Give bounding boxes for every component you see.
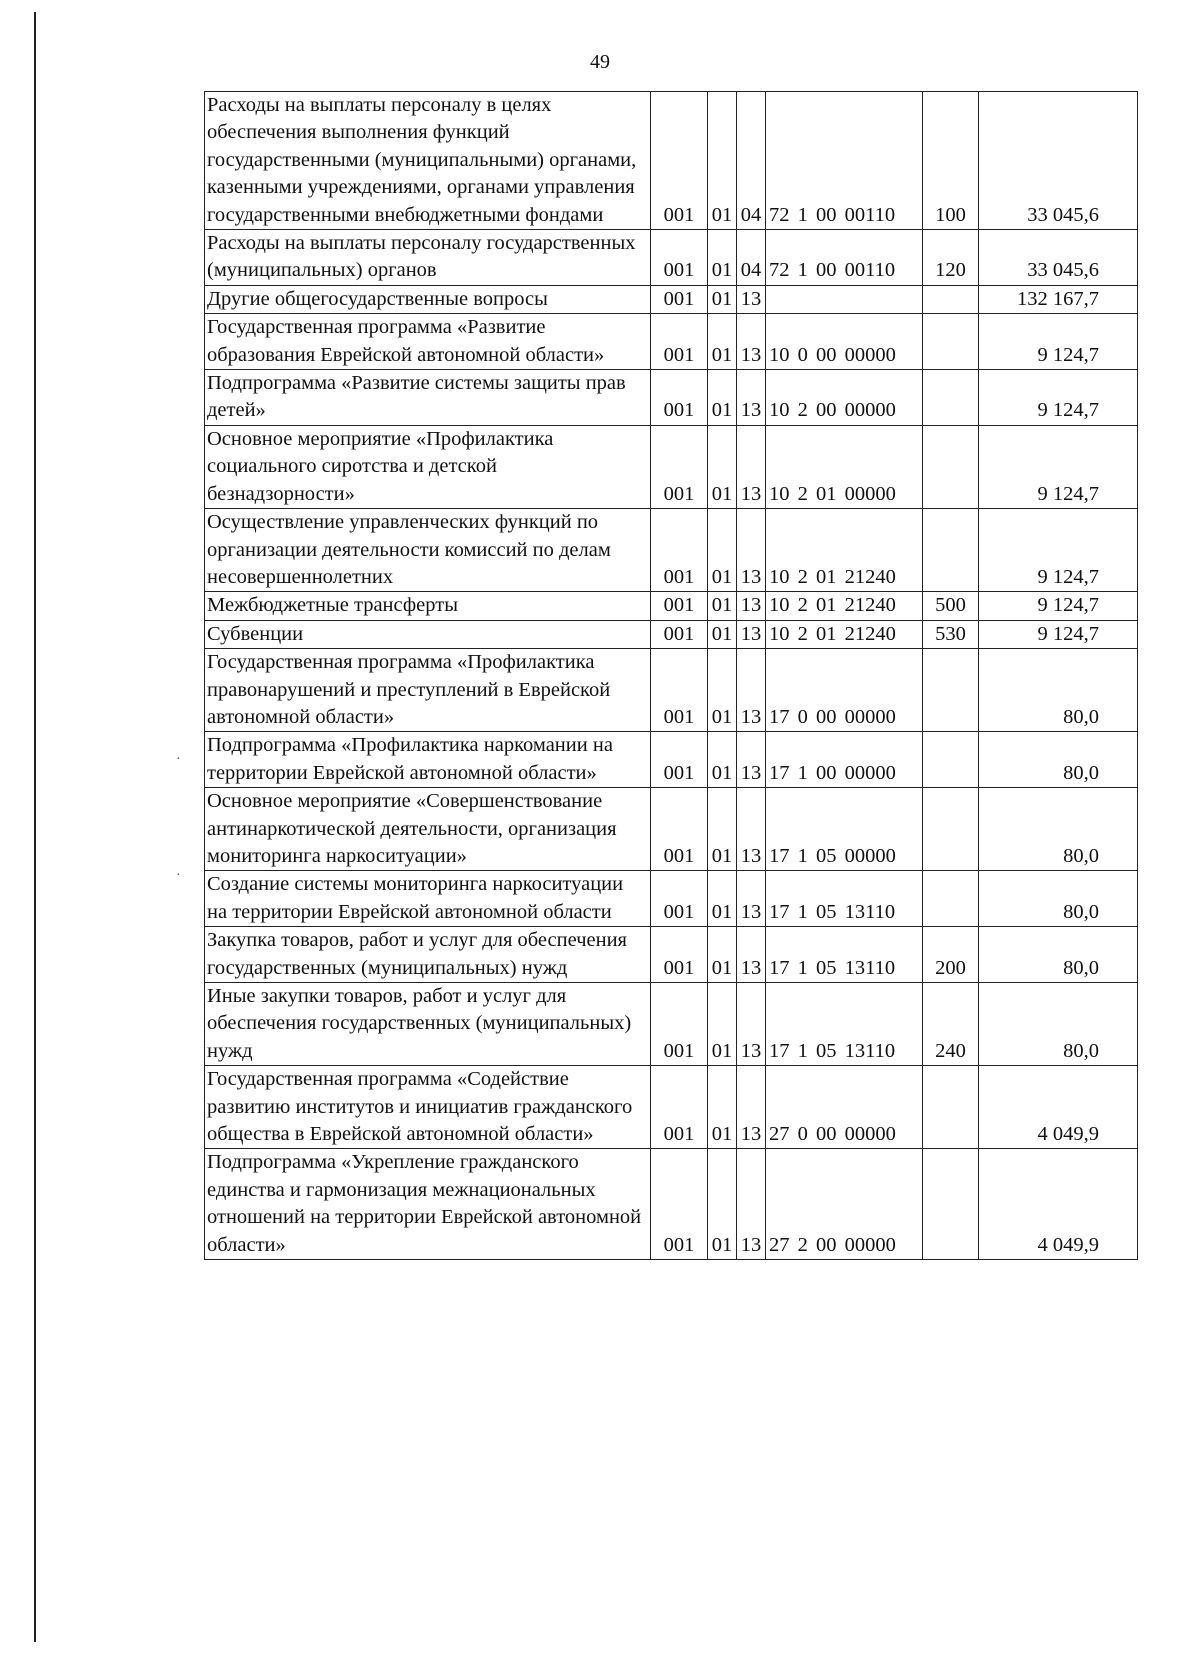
section-code-cell: 01 (708, 230, 737, 286)
section-code-cell: 01 (708, 927, 737, 983)
target-article-cell: 10 2 01 00000 (766, 425, 923, 508)
expense-type-cell (923, 788, 979, 871)
table-row (205, 285, 1138, 313)
stray-dot-mark: · (176, 868, 181, 883)
target-article-cell: 10 2 00 00000 (766, 370, 923, 426)
expense-type-cell (923, 1149, 979, 1260)
target-article-cell: 72 1 00 00110 (766, 230, 923, 286)
section-code-cell: 01 (708, 1066, 737, 1149)
grbs-code-cell: 001 (651, 1149, 708, 1260)
subsection-code-cell: 04 (737, 92, 766, 230)
table-row (205, 732, 1138, 788)
expense-name-cell: Осуществление управленческих функций по организации деятельности комиссий по делам несовершеннолетних (205, 509, 651, 592)
section-code-cell: 01 (708, 425, 737, 508)
target-article-cell: 17 1 05 13110 (766, 871, 923, 927)
section-code-cell: 01 (708, 370, 737, 426)
expense-type-cell: 530 (923, 620, 979, 648)
amount-cell: 80,0 (979, 871, 1138, 927)
stray-dot-mark: · (176, 752, 181, 767)
target-article-cell: 17 1 05 13110 (766, 927, 923, 983)
expense-type-cell: 240 (923, 983, 979, 1066)
expense-type-cell: 100 (923, 92, 979, 230)
section-code-cell: 01 (708, 788, 737, 871)
amount-cell: 80,0 (979, 927, 1138, 983)
section-code-cell: 01 (708, 92, 737, 230)
expense-name-cell: Подпрограмма «Профилактика наркомании на территории Еврейской автономной области» (205, 732, 651, 788)
expense-type-cell (923, 370, 979, 426)
grbs-code-cell: 001 (651, 732, 708, 788)
amount-cell: 80,0 (979, 983, 1138, 1066)
table-row (205, 871, 1138, 927)
amount-cell: 33 045,6 (979, 92, 1138, 230)
expense-type-cell: 500 (923, 592, 979, 620)
subsection-code-cell: 13 (737, 620, 766, 648)
subsection-code-cell: 13 (737, 425, 766, 508)
subsection-code-cell: 04 (737, 230, 766, 286)
budget-table-body (205, 92, 1138, 1260)
grbs-code-cell: 001 (651, 649, 708, 732)
subsection-code-cell: 13 (737, 649, 766, 732)
amount-cell: 9 124,7 (979, 620, 1138, 648)
amount-cell: 9 124,7 (979, 370, 1138, 426)
grbs-code-cell: 001 (651, 230, 708, 286)
subsection-code-cell: 13 (737, 285, 766, 313)
amount-cell: 9 124,7 (979, 509, 1138, 592)
grbs-code-cell: 001 (651, 871, 708, 927)
expense-name-cell: Основное мероприятие «Профилактика социального сиротства и детской безнадзорности» (205, 425, 651, 508)
table-row (205, 649, 1138, 732)
expense-name-cell: Расходы на выплаты персоналу в целях обеспечения выполнения функций государственными (муниципальными) органами, казенными учреждениями, органами управления государственными внебюджетными фондами (205, 92, 651, 230)
section-code-cell: 01 (708, 649, 737, 732)
target-article-cell: 17 0 00 00000 (766, 649, 923, 732)
expense-name-cell: Межбюджетные трансферты (205, 592, 651, 620)
subsection-code-cell: 13 (737, 1066, 766, 1149)
expense-type-cell (923, 509, 979, 592)
grbs-code-cell: 001 (651, 788, 708, 871)
grbs-code-cell: 001 (651, 314, 708, 370)
expense-name-cell: Подпрограмма «Развитие системы защиты прав детей» (205, 370, 651, 426)
target-article-cell: 17 1 05 00000 (766, 788, 923, 871)
subsection-code-cell: 13 (737, 314, 766, 370)
grbs-code-cell: 001 (651, 592, 708, 620)
expense-type-cell (923, 1066, 979, 1149)
subsection-code-cell: 13 (737, 370, 766, 426)
expense-name-cell: Субвенции (205, 620, 651, 648)
target-article-cell (766, 285, 923, 313)
amount-cell: 4 049,9 (979, 1149, 1138, 1260)
section-code-cell: 01 (708, 620, 737, 648)
subsection-code-cell: 13 (737, 788, 766, 871)
expense-type-cell: 200 (923, 927, 979, 983)
expense-name-cell: Государственная программа «Профилактика правонарушений и преступлений в Еврейской автономной области» (205, 649, 651, 732)
table-row (205, 927, 1138, 983)
section-code-cell: 01 (708, 732, 737, 788)
subsection-code-cell: 13 (737, 592, 766, 620)
table-row (205, 370, 1138, 426)
subsection-code-cell: 13 (737, 983, 766, 1066)
target-article-cell: 10 0 00 00000 (766, 314, 923, 370)
target-article-cell: 17 1 00 00000 (766, 732, 923, 788)
grbs-code-cell: 001 (651, 509, 708, 592)
binding-edge-line (34, 12, 36, 1642)
expense-name-cell: Другие общегосударственные вопросы (205, 285, 651, 313)
grbs-code-cell: 001 (651, 983, 708, 1066)
table-row (205, 592, 1138, 620)
section-code-cell: 01 (708, 983, 737, 1066)
target-article-cell: 10 2 01 21240 (766, 620, 923, 648)
table-row (205, 620, 1138, 648)
subsection-code-cell: 13 (737, 871, 766, 927)
amount-cell: 9 124,7 (979, 425, 1138, 508)
grbs-code-cell: 001 (651, 425, 708, 508)
table-row (205, 788, 1138, 871)
expense-type-cell (923, 425, 979, 508)
target-article-cell: 10 2 01 21240 (766, 509, 923, 592)
amount-cell: 9 124,7 (979, 592, 1138, 620)
table-row (205, 314, 1138, 370)
expense-name-cell: Подпрограмма «Укрепление гражданского единства и гармонизация межнациональных отношений на территории Еврейской автономной области» (205, 1149, 651, 1260)
amount-cell: 80,0 (979, 649, 1138, 732)
expense-type-cell: 120 (923, 230, 979, 286)
expense-type-cell (923, 732, 979, 788)
section-code-cell: 01 (708, 871, 737, 927)
expense-name-cell: Расходы на выплаты персоналу государственных (муниципальных) органов (205, 230, 651, 286)
grbs-code-cell: 001 (651, 1066, 708, 1149)
table-row (205, 1066, 1138, 1149)
section-code-cell: 01 (708, 509, 737, 592)
grbs-code-cell: 001 (651, 620, 708, 648)
table-row (205, 1149, 1138, 1260)
expense-type-cell (923, 871, 979, 927)
grbs-code-cell: 001 (651, 285, 708, 313)
section-code-cell: 01 (708, 314, 737, 370)
target-article-cell: 27 0 00 00000 (766, 1066, 923, 1149)
amount-cell: 4 049,9 (979, 1066, 1138, 1149)
grbs-code-cell: 001 (651, 927, 708, 983)
expense-name-cell: Основное мероприятие «Совершенствование антинаркотической деятельности, организация мониторинга наркоситуации» (205, 788, 651, 871)
amount-cell: 80,0 (979, 732, 1138, 788)
target-article-cell: 27 2 00 00000 (766, 1149, 923, 1260)
expense-name-cell: Закупка товаров, работ и услуг для обеспечения государственных (муниципальных) нужд (205, 927, 651, 983)
grbs-code-cell: 001 (651, 92, 708, 230)
table-row (205, 230, 1138, 286)
budget-table (204, 91, 1138, 1260)
amount-cell: 9 124,7 (979, 314, 1138, 370)
subsection-code-cell: 13 (737, 509, 766, 592)
section-code-cell: 01 (708, 285, 737, 313)
amount-cell: 33 045,6 (979, 230, 1138, 286)
subsection-code-cell: 13 (737, 1149, 766, 1260)
expense-name-cell: Государственная программа «Развитие образования Еврейской автономной области» (205, 314, 651, 370)
expense-type-cell (923, 314, 979, 370)
table-row (205, 92, 1138, 230)
expense-name-cell: Государственная программа «Содействие развитию институтов и инициатив гражданского общества в Еврейской автономной области» (205, 1066, 651, 1149)
table-row (205, 983, 1138, 1066)
expense-type-cell (923, 285, 979, 313)
table-row (205, 425, 1138, 508)
grbs-code-cell: 001 (651, 370, 708, 426)
target-article-cell: 10 2 01 21240 (766, 592, 923, 620)
expense-type-cell (923, 649, 979, 732)
expense-name-cell: Иные закупки товаров, работ и услуг для обеспечения государственных (муниципальных) нужд (205, 983, 651, 1066)
page-number: 49 (590, 51, 610, 73)
target-article-cell: 17 1 05 13110 (766, 983, 923, 1066)
section-code-cell: 01 (708, 592, 737, 620)
expense-name-cell: Создание системы мониторинга наркоситуации на территории Еврейской автономной области (205, 871, 651, 927)
amount-cell: 80,0 (979, 788, 1138, 871)
subsection-code-cell: 13 (737, 927, 766, 983)
amount-cell: 132 167,7 (979, 285, 1138, 313)
subsection-code-cell: 13 (737, 732, 766, 788)
section-code-cell: 01 (708, 1149, 737, 1260)
target-article-cell: 72 1 00 00110 (766, 92, 923, 230)
table-row (205, 509, 1138, 592)
